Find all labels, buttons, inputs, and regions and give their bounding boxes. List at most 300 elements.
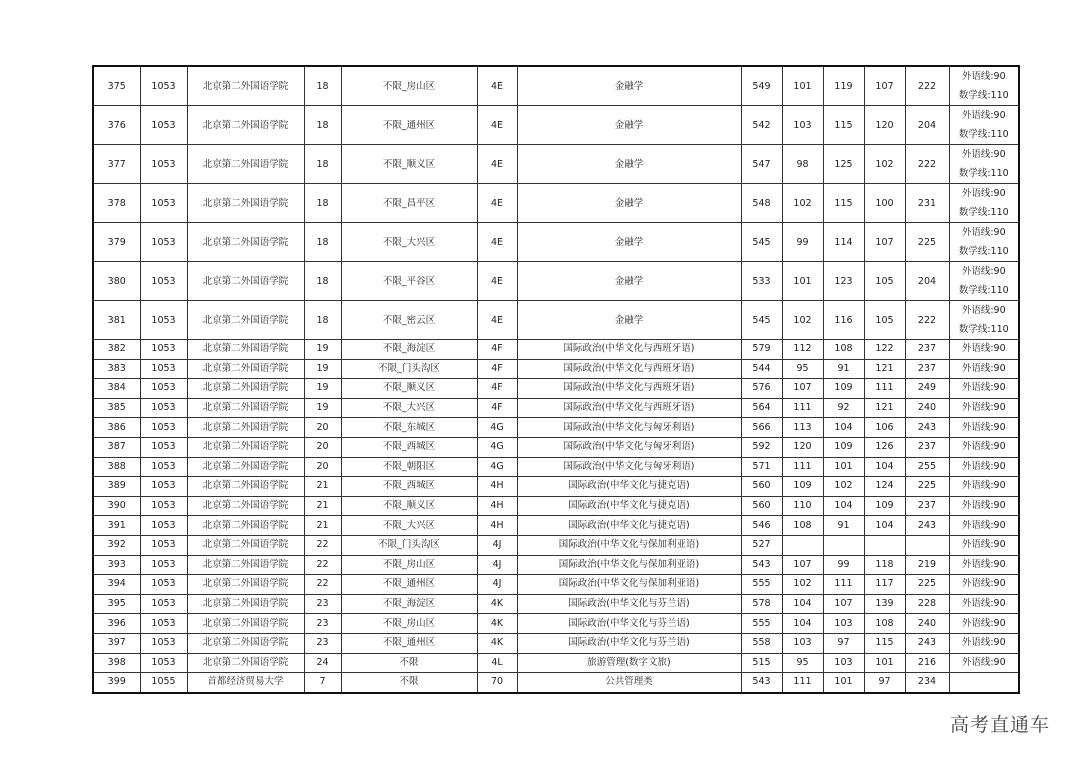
score-3-cell: 105 [864,301,905,340]
score-1-cell: 101 [782,66,823,106]
score-3-cell: 118 [864,555,905,575]
school-name-cell: 北京第二外国语学院 [187,184,304,223]
score-4-cell: 228 [905,594,949,614]
threshold-note: 外语线:90 [961,441,1006,453]
threshold-note: 外语线:90 [961,343,1006,355]
score-1-cell: 104 [782,594,823,614]
school-name-cell: 北京第二外国语学院 [187,633,304,653]
school-name-cell: 北京第二外国语学院 [187,145,304,184]
total-score-cell: 543 [741,673,782,693]
score-2-cell: 101 [823,673,864,693]
row-number-cell: 379 [93,223,140,262]
threshold-notes-cell [949,223,1019,262]
school-name-cell: 北京第二外国语学院 [187,340,304,360]
score-3-cell: 115 [864,633,905,653]
row-number-cell: 398 [93,653,140,673]
region-cell: 不限_东城区 [341,418,477,438]
score-2-cell: 103 [823,653,864,673]
score-4-cell: 240 [905,614,949,634]
region-cell: 不限 [341,653,477,673]
score-3-cell: 122 [864,340,905,360]
threshold-note: 外语线:90 [961,598,1006,610]
table-row [93,496,1019,516]
score-3-cell: 104 [864,516,905,536]
score-4-cell: 216 [905,653,949,673]
school-code-cell: 1053 [140,575,187,595]
major-name-cell: 国际政治(中华文化与芬兰语) [517,594,741,614]
major-code-cell: 4G [477,437,517,457]
score-4-cell: 222 [905,145,949,184]
school-name-cell: 北京第二外国语学院 [187,359,304,379]
major-name-cell: 金融学 [517,262,741,301]
group-number-cell: 20 [304,418,341,438]
row-number-cell: 393 [93,555,140,575]
threshold-notes-cell [949,633,1019,653]
school-code-cell: 1053 [140,145,187,184]
total-score-cell: 542 [741,106,782,145]
major-name-cell: 国际政治(中华文化与捷克语) [517,496,741,516]
group-number-cell: 7 [304,673,341,693]
school-code-cell: 1053 [140,633,187,653]
threshold-note: 外语线:90 [961,500,1006,512]
total-score-cell: 547 [741,145,782,184]
score-1-cell: 111 [782,457,823,477]
score-2-cell: 101 [823,457,864,477]
score-4-cell: 237 [905,437,949,457]
region-cell: 不限_西城区 [341,477,477,497]
score-4-cell: 255 [905,457,949,477]
threshold-note: 外语线:90 [961,656,1006,668]
row-number-cell: 397 [93,633,140,653]
score-3-cell: 101 [864,653,905,673]
region-cell: 不限_朝阳区 [341,457,477,477]
score-3-cell: 120 [864,106,905,145]
score-3-cell: 139 [864,594,905,614]
threshold-note: 数学线:110 [958,90,1009,101]
row-number-cell: 392 [93,535,140,555]
major-name-cell: 国际政治(中华文化与芬兰语) [517,614,741,634]
table-row [93,594,1019,614]
school-code-cell: 1053 [140,262,187,301]
major-code-cell: 4F [477,359,517,379]
score-4-cell: 225 [905,575,949,595]
table-row [93,535,1019,555]
score-4-cell: 222 [905,66,949,106]
table-row [93,437,1019,457]
major-name-cell: 金融学 [517,301,741,340]
score-2-cell: 125 [823,145,864,184]
table-row [93,145,1019,184]
school-name-cell: 北京第二外国语学院 [187,66,304,106]
region-cell: 不限_大兴区 [341,516,477,536]
row-number-cell: 375 [93,66,140,106]
threshold-note: 外语线:90 [961,305,1006,316]
table-row [93,575,1019,595]
threshold-note: 外语线:90 [961,382,1006,394]
school-code-cell: 1053 [140,457,187,477]
major-code-cell: 4K [477,614,517,634]
row-number-cell: 386 [93,418,140,438]
major-name-cell: 金融学 [517,66,741,106]
score-3-cell: 107 [864,66,905,106]
threshold-notes-cell [949,340,1019,360]
total-score-cell: 571 [741,457,782,477]
score-1-cell: 111 [782,673,823,693]
threshold-notes-cell [949,575,1019,595]
threshold-notes-cell [949,262,1019,301]
score-4-cell: 234 [905,673,949,693]
row-number-cell: 387 [93,437,140,457]
score-4-cell: 243 [905,418,949,438]
score-2-cell [823,535,864,555]
school-code-cell: 1053 [140,437,187,457]
table-row [93,379,1019,399]
region-cell: 不限_海淀区 [341,594,477,614]
major-code-cell: 4E [477,262,517,301]
score-2-cell: 92 [823,398,864,418]
score-1-cell: 102 [782,575,823,595]
threshold-note: 外语线:90 [961,227,1006,238]
threshold-note: 数学线:110 [958,207,1009,218]
threshold-note: 数学线:110 [958,246,1009,257]
group-number-cell: 19 [304,379,341,399]
score-4-cell [905,535,949,555]
major-code-cell: 4K [477,633,517,653]
major-code-cell: 4E [477,301,517,340]
total-score-cell: 544 [741,359,782,379]
score-1-cell: 103 [782,106,823,145]
score-3-cell: 121 [864,359,905,379]
threshold-note: 外语线:90 [961,362,1006,374]
group-number-cell: 19 [304,398,341,418]
school-code-cell: 1053 [140,359,187,379]
group-number-cell: 23 [304,633,341,653]
table-row [93,359,1019,379]
score-2-cell: 99 [823,555,864,575]
threshold-note: 外语线:90 [961,188,1006,199]
total-score-cell: 555 [741,575,782,595]
table-row [93,457,1019,477]
threshold-notes-cell [949,398,1019,418]
score-2-cell: 103 [823,614,864,634]
score-3-cell: 100 [864,184,905,223]
region-cell: 不限_房山区 [341,555,477,575]
region-cell: 不限_海淀区 [341,340,477,360]
region-cell: 不限_昌平区 [341,184,477,223]
school-code-cell: 1053 [140,555,187,575]
score-1-cell: 110 [782,496,823,516]
major-code-cell: 4E [477,66,517,106]
school-name-cell: 北京第二外国语学院 [187,614,304,634]
group-number-cell: 21 [304,496,341,516]
score-2-cell: 97 [823,633,864,653]
threshold-notes-cell [949,184,1019,223]
score-2-cell: 114 [823,223,864,262]
group-number-cell: 18 [304,184,341,223]
group-number-cell: 19 [304,359,341,379]
school-name-cell: 北京第二外国语学院 [187,653,304,673]
table-row [93,106,1019,145]
school-code-cell: 1053 [140,301,187,340]
major-code-cell: 4E [477,106,517,145]
score-4-cell: 231 [905,184,949,223]
major-name-cell: 国际政治(中华文化与匈牙利语) [517,457,741,477]
total-score-cell: 548 [741,184,782,223]
region-cell: 不限_顺义区 [341,145,477,184]
table-row [93,398,1019,418]
watermark-text: 高考直通车 [949,714,1050,736]
region-cell: 不限_房山区 [341,66,477,106]
total-score-cell: 558 [741,633,782,653]
score-2-cell: 104 [823,496,864,516]
score-1-cell: 99 [782,223,823,262]
total-score-cell: 549 [741,66,782,106]
threshold-note: 数学线:110 [958,129,1009,140]
score-2-cell: 109 [823,379,864,399]
score-3-cell: 126 [864,437,905,457]
group-number-cell: 24 [304,653,341,673]
region-cell: 不限_大兴区 [341,223,477,262]
school-code-cell: 1053 [140,477,187,497]
total-score-cell: 527 [741,535,782,555]
total-score-cell: 578 [741,594,782,614]
threshold-notes-cell [949,437,1019,457]
threshold-note: 外语线:90 [961,71,1006,82]
total-score-cell: 533 [741,262,782,301]
row-number-cell: 391 [93,516,140,536]
score-1-cell: 111 [782,398,823,418]
score-1-cell: 108 [782,516,823,536]
threshold-notes-cell [949,145,1019,184]
group-number-cell: 20 [304,437,341,457]
group-number-cell: 23 [304,614,341,634]
major-code-cell: 4E [477,145,517,184]
group-number-cell: 18 [304,262,341,301]
major-name-cell: 国际政治(中华文化与保加利亚语) [517,575,741,595]
total-score-cell: 515 [741,653,782,673]
major-name-cell: 国际政治(中华文化与西班牙语) [517,379,741,399]
group-number-cell: 18 [304,106,341,145]
group-number-cell: 23 [304,594,341,614]
school-name-cell: 首都经济贸易大学 [187,673,304,693]
major-name-cell: 金融学 [517,145,741,184]
school-code-cell: 1053 [140,106,187,145]
major-code-cell: 70 [477,673,517,693]
score-4-cell: 225 [905,223,949,262]
region-cell: 不限_平谷区 [341,262,477,301]
score-1-cell: 112 [782,340,823,360]
score-1-cell: 101 [782,262,823,301]
threshold-notes-cell [949,594,1019,614]
group-number-cell: 22 [304,575,341,595]
major-name-cell: 国际政治(中华文化与捷克语) [517,516,741,536]
table-row [93,66,1019,106]
threshold-note: 外语线:90 [961,539,1006,551]
score-4-cell: 243 [905,633,949,653]
score-1-cell: 95 [782,653,823,673]
score-3-cell: 106 [864,418,905,438]
school-code-cell: 1053 [140,418,187,438]
major-code-cell: 4J [477,555,517,575]
threshold-note: 外语线:90 [961,617,1006,629]
threshold-note: 外语线:90 [961,480,1006,492]
table-row [93,555,1019,575]
total-score-cell: 555 [741,614,782,634]
major-code-cell: 4G [477,418,517,438]
threshold-note: 外语线:90 [961,637,1006,649]
threshold-notes-cell [949,496,1019,516]
threshold-note: 外语线:90 [961,558,1006,570]
group-number-cell: 22 [304,535,341,555]
group-number-cell: 18 [304,66,341,106]
score-1-cell: 113 [782,418,823,438]
threshold-notes-cell [949,555,1019,575]
threshold-note: 外语线:90 [961,421,1006,433]
region-cell: 不限_门头沟区 [341,359,477,379]
school-name-cell: 北京第二外国语学院 [187,575,304,595]
major-code-cell: 4H [477,477,517,497]
table-body [93,66,1019,693]
score-4-cell: 222 [905,301,949,340]
score-1-cell: 120 [782,437,823,457]
score-4-cell: 237 [905,496,949,516]
school-code-cell: 1055 [140,673,187,693]
school-code-cell: 1053 [140,66,187,106]
total-score-cell: 564 [741,398,782,418]
major-name-cell: 金融学 [517,223,741,262]
score-1-cell: 104 [782,614,823,634]
group-number-cell: 18 [304,223,341,262]
threshold-note: 数学线:110 [958,168,1009,179]
admission-score-table [92,65,1020,694]
table-row [93,653,1019,673]
total-score-cell: 545 [741,223,782,262]
score-1-cell: 103 [782,633,823,653]
row-number-cell: 396 [93,614,140,634]
total-score-cell: 545 [741,301,782,340]
threshold-notes-cell [949,653,1019,673]
table-row [93,673,1019,693]
score-3-cell: 97 [864,673,905,693]
score-3-cell: 111 [864,379,905,399]
threshold-note: 外语线:90 [961,578,1006,590]
school-name-cell: 北京第二外国语学院 [187,301,304,340]
row-number-cell: 390 [93,496,140,516]
school-code-cell: 1053 [140,516,187,536]
region-cell: 不限_门头沟区 [341,535,477,555]
row-number-cell: 377 [93,145,140,184]
major-name-cell: 国际政治(中华文化与捷克语) [517,477,741,497]
school-code-cell: 1053 [140,340,187,360]
school-code-cell: 1053 [140,535,187,555]
row-number-cell: 383 [93,359,140,379]
group-number-cell: 22 [304,555,341,575]
region-cell: 不限_西城区 [341,437,477,457]
school-name-cell: 北京第二外国语学院 [187,516,304,536]
group-number-cell: 21 [304,477,341,497]
total-score-cell: 546 [741,516,782,536]
score-1-cell: 95 [782,359,823,379]
region-cell: 不限_房山区 [341,614,477,634]
major-code-cell: 4G [477,457,517,477]
score-1-cell [782,535,823,555]
score-3-cell: 124 [864,477,905,497]
threshold-notes-cell [949,535,1019,555]
school-name-cell: 北京第二外国语学院 [187,477,304,497]
score-1-cell: 107 [782,379,823,399]
school-name-cell: 北京第二外国语学院 [187,496,304,516]
threshold-note: 外语线:90 [961,266,1006,277]
school-code-cell: 1053 [140,379,187,399]
major-code-cell: 4J [477,535,517,555]
school-code-cell: 1053 [140,496,187,516]
school-code-cell: 1053 [140,614,187,634]
school-name-cell: 北京第二外国语学院 [187,223,304,262]
row-number-cell: 394 [93,575,140,595]
major-name-cell: 国际政治(中华文化与西班牙语) [517,340,741,360]
major-name-cell: 国际政治(中华文化与匈牙利语) [517,418,741,438]
threshold-notes-cell [949,106,1019,145]
score-4-cell: 240 [905,398,949,418]
table-row [93,614,1019,634]
score-4-cell: 237 [905,340,949,360]
school-code-cell: 1053 [140,594,187,614]
region-cell: 不限_通州区 [341,106,477,145]
total-score-cell: 543 [741,555,782,575]
major-code-cell: 4K [477,594,517,614]
region-cell: 不限 [341,673,477,693]
score-3-cell: 121 [864,398,905,418]
score-2-cell: 115 [823,184,864,223]
score-3-cell: 104 [864,457,905,477]
row-number-cell: 389 [93,477,140,497]
threshold-note: 外语线:90 [961,402,1006,414]
score-2-cell: 116 [823,301,864,340]
score-2-cell: 108 [823,340,864,360]
table-row [93,633,1019,653]
major-name-cell: 公共管理类 [517,673,741,693]
row-number-cell: 376 [93,106,140,145]
group-number-cell: 19 [304,340,341,360]
score-2-cell: 91 [823,359,864,379]
threshold-notes-cell [949,516,1019,536]
threshold-notes-cell [949,379,1019,399]
major-name-cell: 国际政治(中华文化与匈牙利语) [517,437,741,457]
threshold-notes-cell [949,418,1019,438]
score-3-cell: 102 [864,145,905,184]
region-cell: 不限_顺义区 [341,496,477,516]
score-4-cell: 243 [905,516,949,536]
total-score-cell: 579 [741,340,782,360]
major-name-cell: 金融学 [517,184,741,223]
score-3-cell [864,535,905,555]
region-cell: 不限_通州区 [341,633,477,653]
row-number-cell: 381 [93,301,140,340]
threshold-note: 外语线:90 [961,110,1006,121]
table-row [93,262,1019,301]
total-score-cell: 592 [741,437,782,457]
table-row [93,418,1019,438]
total-score-cell: 566 [741,418,782,438]
region-cell: 不限_通州区 [341,575,477,595]
major-name-cell: 国际政治(中华文化与保加利亚语) [517,555,741,575]
school-code-cell: 1053 [140,398,187,418]
table-row [93,223,1019,262]
score-2-cell: 119 [823,66,864,106]
school-name-cell: 北京第二外国语学院 [187,379,304,399]
score-3-cell: 105 [864,262,905,301]
table-row [93,477,1019,497]
